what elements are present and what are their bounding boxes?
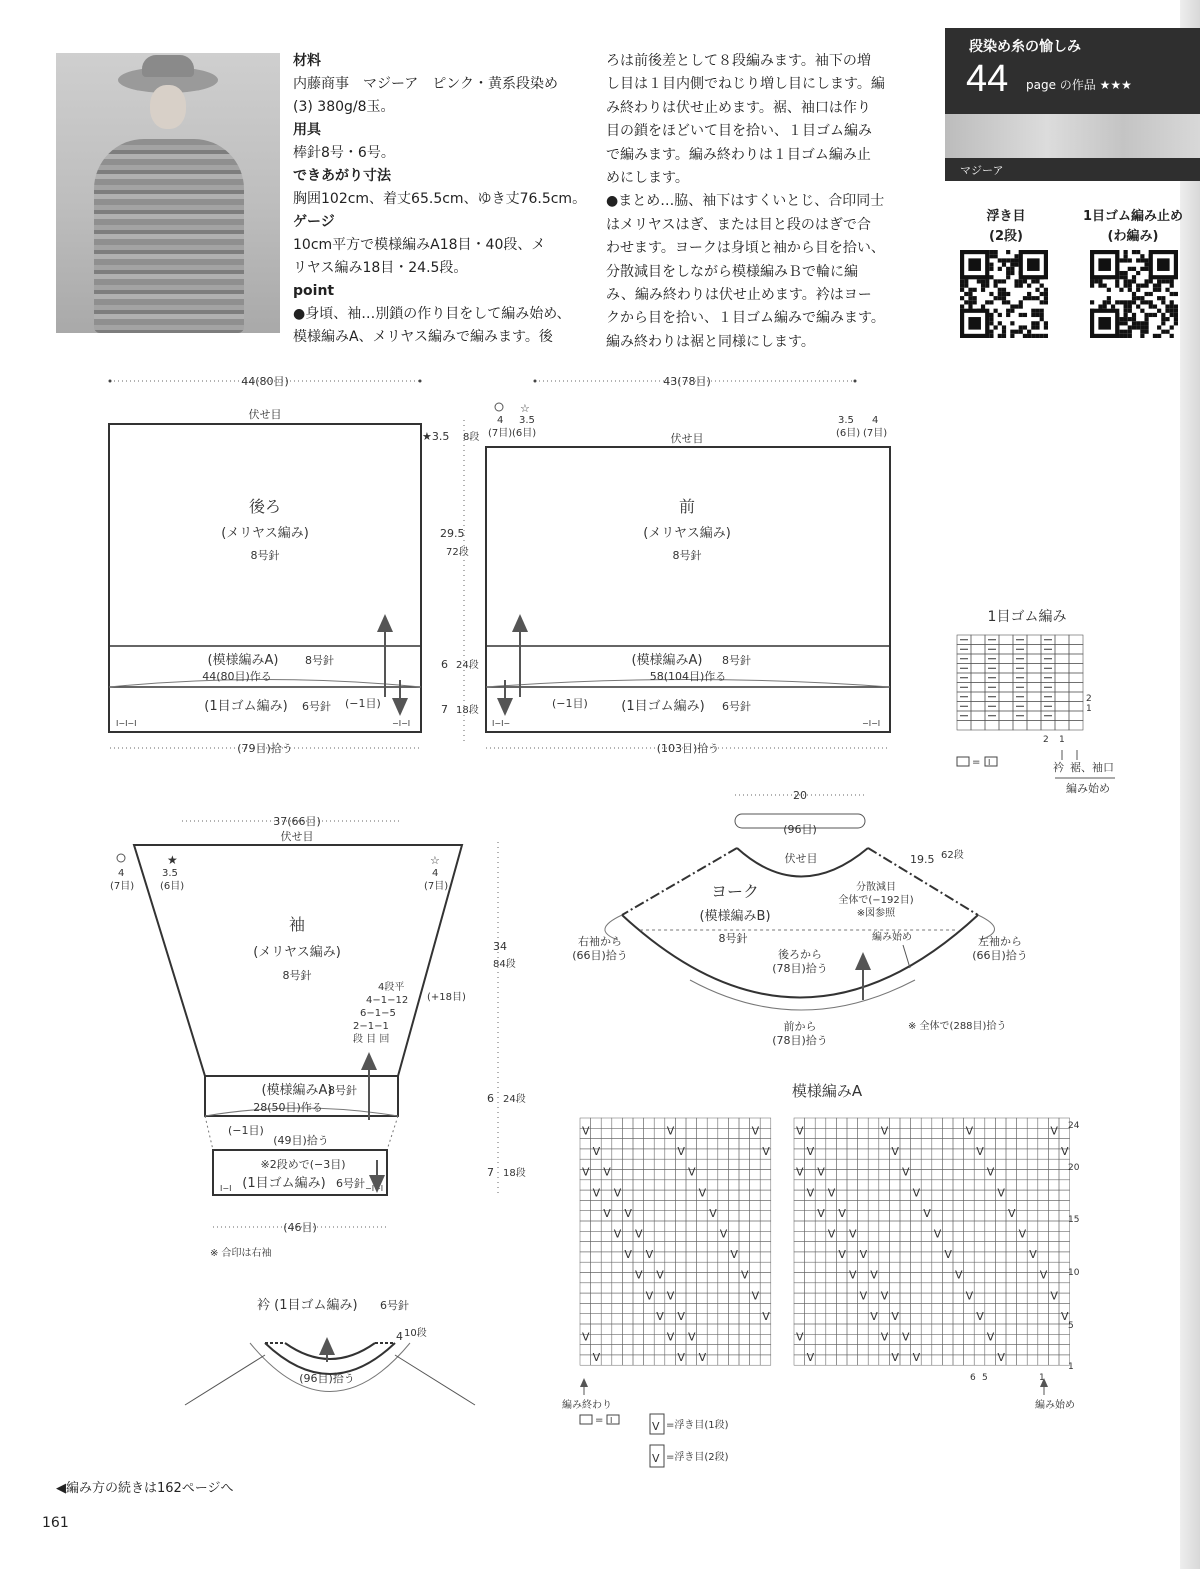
instruction-line: クから目を拾い、１目ゴム編みで編みます。 xyxy=(606,310,885,327)
pat-start: 編み始め xyxy=(1035,1400,1075,1411)
svg-text:V: V xyxy=(666,1289,675,1303)
pat-row-20: 20 xyxy=(1068,1163,1080,1173)
back-pattern-a-needle: 8号針 xyxy=(305,654,334,667)
pat-col-6: 6 xyxy=(970,1373,976,1383)
front-cast-on: 58(104目)作る xyxy=(649,670,727,683)
pat-legend-eq: = xyxy=(595,1415,604,1426)
svg-text:V: V xyxy=(603,1165,611,1179)
yoke-diagram xyxy=(572,789,1028,1047)
rib-row-2: 2 xyxy=(1086,694,1092,704)
svg-text:V: V xyxy=(592,1351,601,1365)
svg-text:V: V xyxy=(849,1268,857,1282)
back-rib: (1目ゴム編み) xyxy=(204,699,288,714)
sleeve-circle-mark-icon xyxy=(117,854,125,862)
qr-left-label1: 浮き目 xyxy=(986,209,1026,224)
svg-text:V: V xyxy=(624,1248,632,1262)
front-left-4: 4 xyxy=(497,415,504,426)
svg-text:V: V xyxy=(944,1248,952,1262)
svg-text:V: V xyxy=(1061,1145,1069,1159)
back-decrease: (−1目) xyxy=(345,697,381,710)
svg-text:V: V xyxy=(870,1309,878,1323)
instruction-line: ●まとめ…脇、袖下はすくいとじ、合印同士 xyxy=(606,193,885,210)
svg-text:V: V xyxy=(751,1289,760,1303)
back-rib-mark-left: I−I−I xyxy=(116,719,137,728)
rib-hem-label: 裾、袖口 xyxy=(1070,761,1114,774)
svg-text:V: V xyxy=(666,1124,675,1138)
svg-text:V: V xyxy=(645,1289,654,1303)
sleeve-inc-5: 段 目 回 xyxy=(353,1034,390,1045)
yoke-back-from: 後ろから xyxy=(778,948,822,961)
sleeve-l35: 3.5 xyxy=(162,868,178,879)
front-pattern-a-needle: 8号針 xyxy=(722,654,751,667)
collar-pickup: (96目)拾う xyxy=(299,1372,355,1385)
yoke-front-from: 前から xyxy=(783,1020,817,1033)
back-height-2: 6 xyxy=(441,658,448,671)
back-title: 後ろ xyxy=(248,497,282,516)
instruction-line: 分散減目をしながら模様編みＢで輪に編 xyxy=(606,263,858,280)
pat-end: 編み終わり xyxy=(562,1400,612,1411)
svg-text:V: V xyxy=(1008,1206,1016,1220)
back-needle: 8号針 xyxy=(250,549,280,562)
sleeve-rib-needle: 6号針 xyxy=(336,1177,365,1190)
sleeve-height-2: 6 xyxy=(487,1092,494,1105)
sleeve-pickup: (46目) xyxy=(283,1221,317,1234)
svg-text:V: V xyxy=(645,1248,654,1262)
svg-text:V: V xyxy=(677,1309,685,1323)
svg-text:V: V xyxy=(912,1351,921,1365)
rib-chart-title: 1目ゴム編み xyxy=(987,609,1067,625)
sleeve-rib-mark-right: −I−I xyxy=(365,1184,384,1193)
sleeve-rows-1: 84段 xyxy=(493,959,516,970)
front-stitch: (メリヤス編み) xyxy=(643,526,731,541)
svg-text:V: V xyxy=(698,1186,707,1200)
sleeve-stitch: (メリヤス編み) xyxy=(253,945,341,960)
yoke-top-stitches: (96目) xyxy=(783,823,817,836)
yoke-right-sleeve: 右袖から xyxy=(578,935,622,948)
instruction-line: はメリヤスはぎ、または目と段のはぎで合 xyxy=(606,216,871,233)
pat-col-5: 5 xyxy=(982,1373,988,1383)
sleeve-rib: (1目ゴム編み) xyxy=(242,1176,326,1191)
sleeve-l6: (6目) xyxy=(160,881,185,892)
sleeve-inc-3: 6−1−5 xyxy=(360,1008,396,1019)
float-stitch-2-icon: V xyxy=(652,1452,660,1465)
sleeve-star-mark-icon: ★ xyxy=(167,853,178,867)
gauge-line1: 10cm平方で模様編みA18目・40段、メ xyxy=(293,237,546,253)
point-line1: ●身頃、袖…別鎖の作り目をして編み始め、 xyxy=(293,306,571,322)
sleeve-pattern-a-needle: 8号針 xyxy=(328,1084,357,1097)
svg-text:V: V xyxy=(997,1351,1005,1365)
svg-text:V: V xyxy=(986,1165,995,1179)
front-right-4: 4 xyxy=(872,415,879,426)
sleeve-height-3: 7 xyxy=(487,1166,494,1179)
sleeve-width: 37(66目) xyxy=(273,815,321,828)
svg-text:V: V xyxy=(965,1289,974,1303)
svg-text:V: V xyxy=(976,1145,984,1159)
yoke-rows: 62段 xyxy=(941,850,964,861)
materials-line1: 内藤商事 マジーア ピンク・黄系段染め xyxy=(293,76,559,92)
instruction-line: めにします。 xyxy=(606,170,689,187)
svg-text:V: V xyxy=(806,1145,815,1159)
pat-col-1: 1 xyxy=(1039,1373,1045,1383)
svg-text:V: V xyxy=(592,1186,601,1200)
yoke-front-pickup: (78目)拾う xyxy=(772,1034,828,1047)
svg-text:V: V xyxy=(719,1227,728,1241)
svg-text:V: V xyxy=(762,1309,770,1323)
sleeve-inc-4: 2−1−1 xyxy=(353,1021,389,1032)
sleeve-needle: 8号針 xyxy=(282,969,312,982)
front-title: 前 xyxy=(678,497,696,516)
sleeve-l4: 4 xyxy=(118,868,125,879)
yoke-title: ヨーク xyxy=(710,882,760,901)
svg-text:V: V xyxy=(880,1289,889,1303)
svg-text:V: V xyxy=(965,1124,974,1138)
svg-text:V: V xyxy=(827,1186,836,1200)
svg-text:V: V xyxy=(582,1330,590,1344)
pattern-a-title: 模様編みA xyxy=(791,1082,863,1100)
point-heading: point xyxy=(293,283,335,299)
svg-text:V: V xyxy=(997,1186,1005,1200)
back-pickup: (79目)拾う xyxy=(237,742,293,755)
yoke-start: 編み始め xyxy=(872,932,912,943)
sleeve-r4: 4 xyxy=(432,868,439,879)
svg-text:V: V xyxy=(666,1330,675,1344)
back-rib-mark-right: −I−I xyxy=(392,719,411,728)
svg-text:V: V xyxy=(891,1309,899,1323)
svg-text:V: V xyxy=(635,1268,643,1282)
instruction-line: み、編み終わりは伏せ止めます。衿はヨー xyxy=(606,287,872,304)
work-page-number: 44 xyxy=(966,58,1009,100)
qr-left-label2: (2段) xyxy=(989,229,1023,244)
svg-text:V: V xyxy=(891,1351,899,1365)
sleeve-note: ※ 合印は右袖 xyxy=(210,1248,272,1259)
front-bindoff: 伏せ目 xyxy=(670,432,704,445)
sleeve-decrease-2: ※2段めで(−3目) xyxy=(260,1158,346,1171)
svg-text:I: I xyxy=(610,1416,613,1425)
yoke-right-pickup: (66目)拾う xyxy=(572,949,628,962)
yoke-stitch: (模様編みB) xyxy=(699,909,771,924)
rib-legend-eq: = xyxy=(972,757,981,768)
tools-heading: 用具 xyxy=(293,122,321,138)
work-page-suffix: page の作品 ★★★ xyxy=(1026,78,1132,92)
svg-text:V: V xyxy=(751,1124,760,1138)
svg-text:V: V xyxy=(656,1268,664,1282)
sleeve-diagram xyxy=(110,815,526,1259)
svg-text:V: V xyxy=(849,1227,857,1241)
instruction-line: 目の鎖をほどいて目を拾い、１目ゴム編み xyxy=(606,123,872,140)
sleeve-pattern-a: (模様編みA) xyxy=(261,1083,333,1098)
rib-chart xyxy=(957,609,1115,795)
instruction-line: 編み終わりは裾と同様にします。 xyxy=(606,333,815,350)
instruction-line: わせます。ヨークは身頃と袖から目を拾い、 xyxy=(606,240,885,257)
sleeve-rib-mark-left: I−I xyxy=(220,1184,232,1193)
sleeve-rows-3: 18段 xyxy=(503,1168,526,1179)
rib-start: 編み始め xyxy=(1066,782,1110,795)
svg-text:V: V xyxy=(817,1206,825,1220)
svg-text:I: I xyxy=(988,758,991,767)
svg-text:V: V xyxy=(582,1165,590,1179)
front-needle: 8号針 xyxy=(672,549,702,562)
yoke-dec-3: ※図参照 xyxy=(856,908,896,919)
rib-col-1: 1 xyxy=(1059,735,1065,745)
yarn-label: マジーア xyxy=(960,164,1004,177)
front-width: 43(78目) xyxy=(663,375,711,388)
collar-diagram xyxy=(185,1298,475,1405)
front-pattern-a: (模様編みA) xyxy=(631,653,703,668)
svg-text:V: V xyxy=(796,1330,804,1344)
yoke-total-pickup: ※ 全体で(288目)拾う xyxy=(908,1021,1007,1032)
svg-text:V: V xyxy=(635,1227,643,1241)
front-rib-mark-right: −I−I xyxy=(862,719,881,728)
back-diagram xyxy=(109,375,480,755)
sleeve-height-1: 34 xyxy=(493,940,507,953)
rib-row-1: 1 xyxy=(1086,704,1092,714)
back-rows-3: 18段 xyxy=(456,705,479,716)
sleeve-inc-1: 4段平 xyxy=(378,982,405,993)
gauge-heading: ゲージ xyxy=(293,214,335,230)
svg-text:V: V xyxy=(656,1309,664,1323)
sleeve-decrease: (−1目) xyxy=(228,1124,264,1137)
svg-text:V: V xyxy=(902,1330,910,1344)
front-diagram xyxy=(486,375,890,755)
yoke-back-pickup: (78目)拾う xyxy=(772,962,828,975)
svg-text:V: V xyxy=(613,1186,622,1200)
series-title: 段染め糸の愉しみ xyxy=(969,39,1081,55)
float-stitch-1-icon: V xyxy=(652,1420,660,1433)
page-number: 161 xyxy=(42,1515,69,1531)
back-bindoff: 伏せ目 xyxy=(248,408,282,421)
sleeve-rows-2: 24段 xyxy=(503,1094,526,1105)
pat-row-10: 10 xyxy=(1068,1268,1080,1278)
back-cast-on: 44(80目)作る xyxy=(202,670,272,683)
svg-text:V: V xyxy=(698,1351,707,1365)
svg-text:V: V xyxy=(817,1165,825,1179)
svg-text:V: V xyxy=(976,1309,984,1323)
pat-row-24: 24 xyxy=(1068,1121,1080,1131)
pattern-a-chart xyxy=(562,1082,1080,1467)
qr-right-label1: 1目ゴム編み止め xyxy=(1082,209,1184,224)
sleeve-star-outline-icon: ☆ xyxy=(430,854,440,867)
sleeve-bindoff: 伏せ目 xyxy=(280,830,314,843)
sleeve-inc-total: (+18目) xyxy=(427,992,466,1003)
tools-text: 棒針8号・6号。 xyxy=(293,145,395,161)
sleeve-inc-2: 4−1−12 xyxy=(366,995,409,1006)
svg-text:V: V xyxy=(827,1227,836,1241)
front-right-7: (7目) xyxy=(863,428,888,439)
sleeve-cast-on: 28(50目)作る xyxy=(253,1101,323,1114)
svg-text:V: V xyxy=(859,1289,868,1303)
front-left-35: 3.5 xyxy=(519,415,535,426)
front-right-35: 3.5 xyxy=(838,415,854,426)
svg-text:V: V xyxy=(1050,1124,1058,1138)
svg-text:V: V xyxy=(1050,1289,1058,1303)
collar-title: 衿 (1目ゴム編み) xyxy=(257,1298,358,1313)
front-left-6: (6目) xyxy=(512,428,537,439)
svg-text:V: V xyxy=(741,1268,749,1282)
instruction-line: ろは前後差として８段編みます。袖下の増 xyxy=(606,53,871,69)
svg-text:V: V xyxy=(688,1165,696,1179)
svg-text:V: V xyxy=(709,1206,717,1220)
svg-text:V: V xyxy=(613,1227,622,1241)
instruction-line: み終わりは伏せ止めます。裾、袖口は作り xyxy=(606,99,871,116)
svg-text:V: V xyxy=(796,1165,804,1179)
yoke-neck-width: 20 xyxy=(793,789,807,802)
front-rib-needle: 6号針 xyxy=(722,700,751,713)
back-height-3: 7 xyxy=(441,703,448,716)
size-text: 胸囲102cm、着丈65.5cm、ゆき丈76.5cm。 xyxy=(293,191,587,207)
front-rib: (1目ゴム編み) xyxy=(621,699,705,714)
back-rows-8: 8段 xyxy=(463,432,480,443)
svg-text:V: V xyxy=(1061,1309,1069,1323)
svg-text:V: V xyxy=(955,1268,963,1282)
materials-heading: 材料 xyxy=(293,53,321,69)
svg-text:V: V xyxy=(762,1145,770,1159)
svg-text:V: V xyxy=(730,1248,738,1262)
svg-text:V: V xyxy=(592,1145,601,1159)
svg-text:V: V xyxy=(838,1248,846,1262)
back-stitch: (メリヤス編み) xyxy=(221,526,309,541)
back-rows-2: 24段 xyxy=(456,660,479,671)
svg-text:V: V xyxy=(796,1124,804,1138)
svg-text:V: V xyxy=(1029,1248,1037,1262)
collar-height: 4 xyxy=(396,1330,403,1343)
svg-text:V: V xyxy=(624,1206,632,1220)
front-rib-mark-left: I−I− xyxy=(492,719,511,728)
back-rows-1: 72段 xyxy=(446,547,469,558)
instruction-line: で編みます。編み終わりは１目ゴム編み止 xyxy=(606,146,871,163)
pat-legend-2: =浮き目(2段) xyxy=(666,1452,729,1463)
svg-text:V: V xyxy=(688,1330,696,1344)
svg-text:V: V xyxy=(838,1206,846,1220)
svg-text:V: V xyxy=(870,1268,878,1282)
star-mark-icon: ☆ xyxy=(520,402,530,415)
yoke-dec-1: 分散減目 xyxy=(856,882,896,893)
pat-row-5: 5 xyxy=(1068,1321,1074,1331)
back-width: 44(80目) xyxy=(241,375,289,388)
svg-text:V: V xyxy=(677,1145,685,1159)
svg-text:V: V xyxy=(806,1351,815,1365)
rib-col-2: 2 xyxy=(1043,735,1049,745)
svg-text:V: V xyxy=(806,1186,815,1200)
continue-note[interactable]: ◀編み方の続きは162ページへ xyxy=(56,1481,234,1496)
svg-text:V: V xyxy=(986,1330,995,1344)
svg-text:V: V xyxy=(677,1351,685,1365)
yoke-height: 19.5 xyxy=(910,853,935,866)
svg-text:V: V xyxy=(582,1124,590,1138)
sleeve-r7: (7目) xyxy=(424,881,449,892)
svg-text:V: V xyxy=(933,1227,942,1241)
pat-legend-1: =浮き目(1段) xyxy=(666,1420,729,1431)
sleeve-title: 袖 xyxy=(288,915,306,934)
svg-text:V: V xyxy=(603,1206,611,1220)
size-heading: できあがり寸法 xyxy=(293,168,391,184)
svg-text:V: V xyxy=(1039,1268,1048,1282)
pat-row-15: 15 xyxy=(1068,1215,1080,1225)
yoke-dec-2: 全体で(−192目) xyxy=(838,895,914,906)
svg-text:V: V xyxy=(859,1248,868,1262)
back-height-1: 29.5 xyxy=(440,527,465,540)
front-left-7: (7目) xyxy=(488,428,513,439)
svg-text:V: V xyxy=(902,1165,910,1179)
svg-text:V: V xyxy=(880,1330,889,1344)
back-pattern-a: (模様編みA) xyxy=(207,653,279,668)
circle-mark-icon xyxy=(495,403,503,411)
materials-line2: (3) 380g/8玉。 xyxy=(293,99,395,115)
svg-text:V: V xyxy=(891,1145,899,1159)
yoke-left-sleeve: 左袖から xyxy=(978,935,1022,948)
back-rib-needle: 6号針 xyxy=(302,700,331,713)
sleeve-l7: (7目) xyxy=(110,881,135,892)
gauge-line2: リヤス編み18目・24.5段。 xyxy=(293,260,468,276)
yoke-left-pickup: (66目)拾う xyxy=(972,949,1028,962)
front-right-6: (6目) xyxy=(836,428,861,439)
pat-row-1: 1 xyxy=(1068,1362,1074,1372)
sleeve-pickup-49: (49目)拾う xyxy=(273,1134,329,1147)
svg-text:V: V xyxy=(923,1206,931,1220)
back-star-offset: ★3.5 xyxy=(422,430,450,443)
svg-text:V: V xyxy=(880,1124,889,1138)
yoke-bindoff: 伏せ目 xyxy=(784,852,818,865)
svg-text:V: V xyxy=(912,1186,921,1200)
qr-right-label2: (わ編み) xyxy=(1107,229,1159,244)
instruction-line: し目は１目内側でねじり増し目にします。編 xyxy=(606,76,885,93)
point-line2: 模様編みA、メリヤス編みで編みます。後 xyxy=(293,329,553,345)
collar-rows: 10段 xyxy=(404,1328,427,1339)
front-pickup: (103目)拾う xyxy=(656,742,720,755)
rib-collar-label: 衿 xyxy=(1053,761,1064,774)
collar-needle: 6号針 xyxy=(380,1299,409,1312)
yoke-needle: 8号針 xyxy=(718,932,748,945)
svg-text:V: V xyxy=(1018,1227,1027,1241)
front-decrease: (−1目) xyxy=(552,697,588,710)
